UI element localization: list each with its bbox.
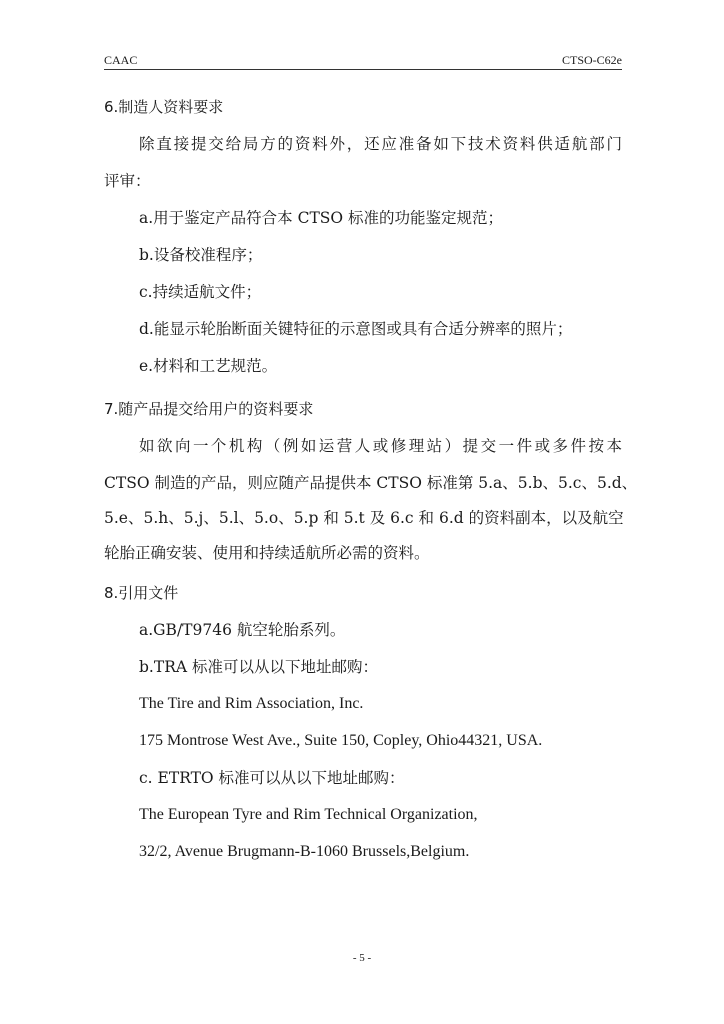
reference-address: The Tire and Rim Association, Inc. [139,695,364,712]
page-header [104,53,622,69]
section-6-item: b.设备校准程序； [139,246,263,264]
reference-item: c. ETRTO 标准可以从以下地址邮购： [139,769,405,787]
section-7-paragraph-line: 如欲向一个机构（例如运营人或修理站）提交一件或多件按本 [139,437,622,455]
section-7-paragraph-line: 5.e、5.h、5.j、5.l、5.o、5.p 和 5.t 及 6.c 和 6.d 的资料副本，以及航空 [104,509,624,527]
reference-address: 32/2, Avenue Brugmann-B-1060 Brussels,Belgium. [139,843,470,860]
section-8-heading: 8.引用文件 [104,584,179,602]
section-6-heading: 6.制造人资料要求 [104,98,224,116]
section-6-item: a.用于鉴定产品符合本 CTSO 标准的功能鉴定规范； [139,209,504,227]
section-6-item: c.持续适航文件； [139,283,262,301]
section-7-heading: 7.随产品提交给用户的资料要求 [104,400,314,418]
reference-address: The European Tyre and Rim Technical Organization, [139,806,478,823]
header-doc-id: CTSO-C62e [562,53,622,67]
reference-address: 175 Montrose West Ave., Suite 150, Copley, Ohio44321, USA. [139,732,543,749]
section-6-intro: 除直接提交给局方的资料外，还应准备如下技术资料供适航部门 [139,135,622,153]
section-6-intro-cont: 评审： [104,172,151,190]
section-6-item: e.材料和工艺规范。 [139,357,278,375]
page-number: - 5 - [352,952,372,964]
reference-item: b.TRA 标准可以从以下地址邮购： [139,658,378,676]
section-7-paragraph-line: CTSO 制造的产品，则应随产品提供本 CTSO 标准第 5.a、5.b、5.c、5.d、 [104,474,638,492]
section-6-item: d.能显示轮胎断面关键特征的示意图或具有合适分辨率的照片； [139,320,573,338]
section-7-paragraph-line: 轮胎正确安装、使用和持续适航所必需的资料。 [104,544,430,562]
header-org: CAAC [104,53,138,67]
reference-item: a.GB/T9746 航空轮胎系列。 [139,621,346,639]
header-rule [104,69,622,70]
